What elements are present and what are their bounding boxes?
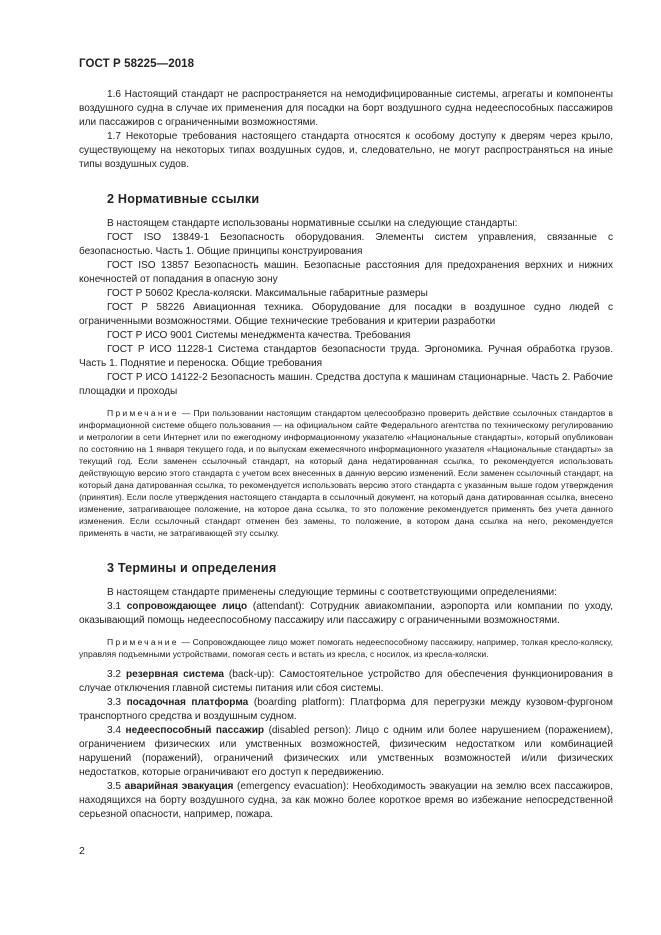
paragraph-1-7: 1.7 Некоторые требования настоящего стандарта относятся к особому доступу к дверям через крыло, существующему на некоторых типах воздушных судов, и, следовательно, не могут распространяться на иные типы воздушных судов.	[79, 131, 613, 170]
term-3-1-note	[79, 636, 613, 660]
term-3-4	[79, 724, 613, 780]
term-name: посадочная платформа	[126, 697, 249, 708]
note-text: — При пользовании настоящим стандартом целесообразно проверить действие ссылочных стандартов в информационной системе общего пользования — на официальном сайте Федерального агентства по техническому регулированию и метрологии в сети Интернет или по ежегодному информационному указателю «Национальные стандарты», который опубликован по состоянию на 1 января текущего года, и по выпускам ежемесячного информационного указателя «Национальные стандарты» за текущий год. Если заменен ссылочный стандарт, на который дана недатированная ссылка, то рекомендуется использовать действующую версию этого стандарта с учетом всех внесенных в данную версию изменений. Если заменен ссылочный стандарт, на который дана датированная ссылка, то рекомендуется использовать версию этого стандарта с указанным выше годом утверждения (принятия). Если после утверждения настоящего стандарта в ссылочный документ, на который дана датированная ссылка, внесено изменение, затрагивающее положение, на которое дана ссылка, то это положение рекомендуется применять без учета данного изменения. Если ссылочный стандарт отменен без замены, то положение, в котором дана ссылка на него, рекомендуется применять в части, не затрагивающей эту ссылку.	[79, 408, 613, 538]
term-number: 3.4	[107, 725, 126, 736]
section-3-lead: В настоящем стандарте применены следующие термины с соответствующими определениями:	[107, 587, 557, 598]
section-2-note	[79, 407, 613, 539]
term-definition: (back-up): Самостоятельное устройство для обеспечения функционирования в случае отключения главной системы питания или сбоя системы.	[79, 669, 613, 694]
reference-item: ГОСТ Р 50602 Кресла-коляски. Максимальные габаритные размеры	[107, 288, 428, 299]
term-definition: (attendant): Сотрудник авиакомпании, аэропорта или компании по уходу, оказывающий помощь недееспособному пассажиру или пассажиру с ограниченными возможностями.	[79, 601, 613, 626]
reference-item: ГОСТ ISO 13857 Безопасность машин. Безопасные расстояния для предохранения верхних и нижних конечностей от попадания в опасную зону	[79, 260, 613, 285]
document-body	[79, 88, 613, 822]
term-name: недееспособный пассажир	[125, 725, 265, 736]
term-definition: (disabled person): Лицо с одним или более нарушением (поражением), ограничением физических или умственных возможностей, физическим недостатком или комбинацией нарушений (поражений), ограничений физических или умственных возможностей и/или физических недостатков, которые ограничивают его доступ к передвижению.	[79, 725, 614, 778]
term-number: 3.3	[107, 697, 127, 708]
note-text: — Сопровождающее лицо может помогать недееспособному пассажиру, например, толкая кресло-коляску, управляя подъемными устройствами, помогая сесть и встать из кресла, с носилок, из кресла-коляски.	[79, 637, 613, 659]
section-2-lead: В настоящем стандарте использованы нормативные ссылки на следующие стандарты:	[107, 218, 518, 229]
note-label: Примечание	[107, 408, 179, 418]
reference-item: ГОСТ Р ИСО 9001 Системы менеджмента качества. Требования	[107, 330, 411, 341]
term-number: 3.2	[107, 669, 126, 680]
page-number: 2	[79, 845, 85, 857]
paragraph-1-6: 1.6 Настоящий стандарт не распространяется на немодифицированные системы, агрегаты и компоненты воздушного судна в случае их применения для посадки на борт воздушного судна недееспособных пассажиров или пассажиров с ограниченными возможностями.	[79, 89, 613, 128]
term-name: сопровождающее лицо	[126, 601, 248, 612]
term-3-2	[79, 668, 613, 696]
term-3-5	[79, 780, 613, 822]
term-number: 3.1	[107, 601, 127, 612]
document-header: ГОСТ Р 58225—2018	[79, 58, 195, 70]
term-definition: (emergency evacuation): Необходимость эвакуации на землю всех пассажиров, находящихся на борту воздушного судна, за как можно более короткое время во избежание непосредственной серьезной опасности, например, пожара.	[79, 781, 613, 820]
reference-item: ГОСТ Р ИСО 14122-2 Безопасность машин. Средства доступа к машинам стационарные. Часть 2. Рабочие площадки и проходы	[79, 372, 613, 397]
note-label: Примечание	[107, 637, 179, 647]
term-number: 3.5	[107, 781, 125, 792]
section-2-heading: 2 Нормативные ссылки	[107, 192, 260, 206]
reference-item: ГОСТ Р 58226 Авиационная техника. Оборудование для посадки в воздушное судно людей с ограниченными возможностями. Общие технические требования и критерии разработки	[79, 302, 613, 327]
section-3-heading: 3 Термины и определения	[107, 561, 277, 575]
reference-item: ГОСТ ISO 13849-1 Безопасность оборудования. Элементы систем управления, связанные с безопасностью. Часть 1. Общие принципы конструирования	[79, 232, 613, 257]
term-definition: (boarding platform): Платформа для перегрузки между кузовом-фургоном транспортного средства и воздушным судном.	[79, 697, 613, 722]
term-3-3	[79, 696, 613, 724]
reference-item: ГОСТ Р ИСО 11228-1 Система стандартов безопасности труда. Эргономика. Ручная обработка грузов. Часть 1. Поднятие и переноска. Общие требования	[79, 344, 613, 369]
term-name: резервная система	[125, 669, 224, 680]
term-name: аварийная эвакуация	[124, 781, 234, 792]
term-3-1	[79, 600, 613, 628]
